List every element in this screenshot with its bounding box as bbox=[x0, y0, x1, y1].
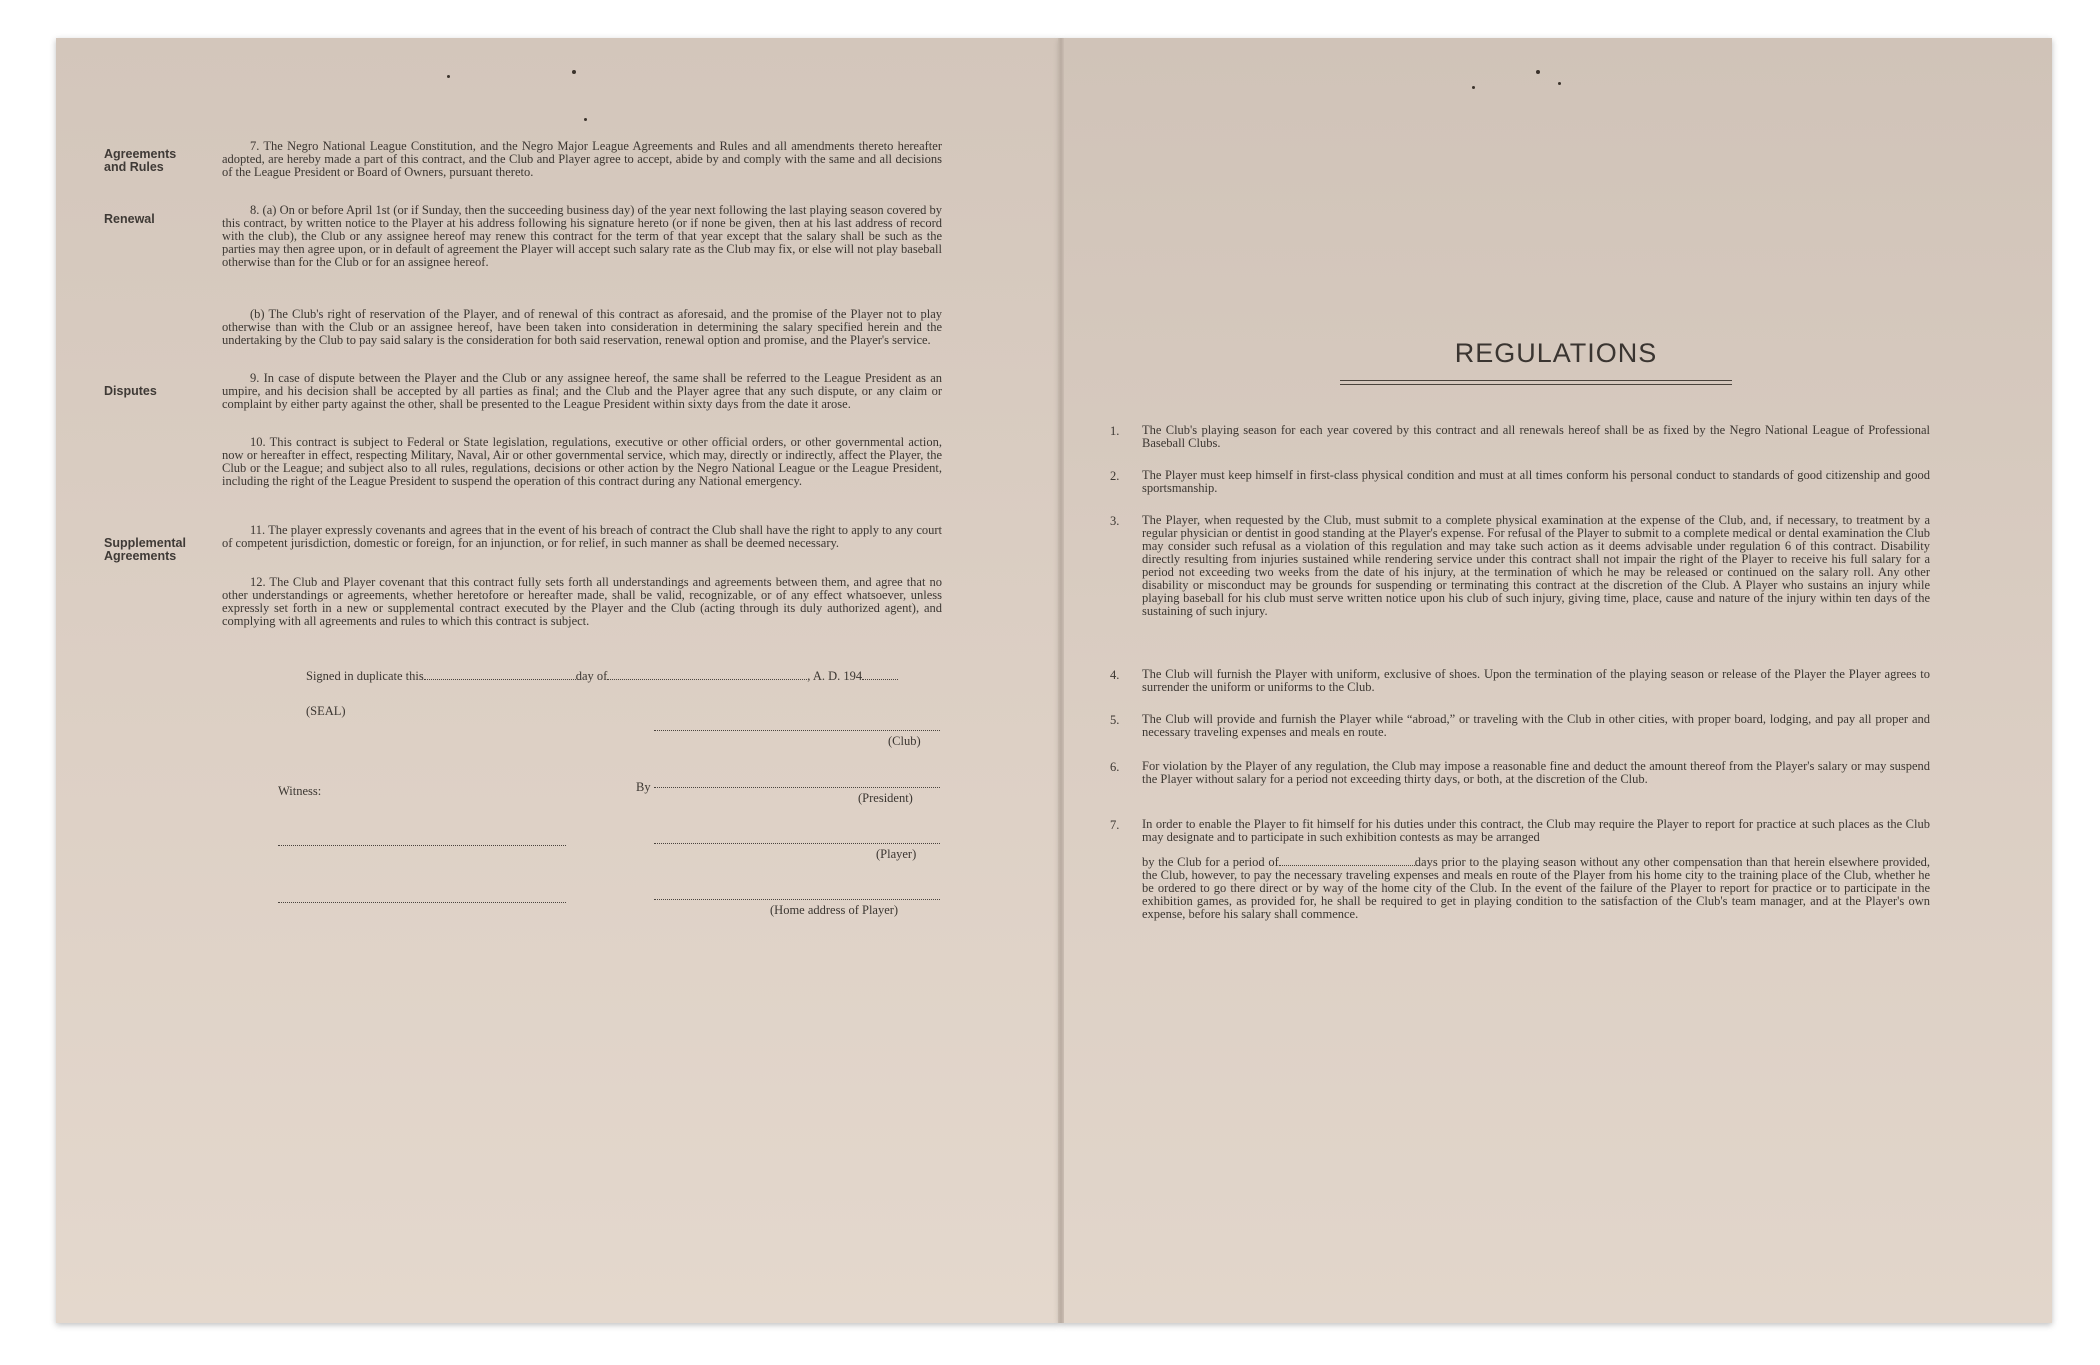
paper-speck bbox=[584, 118, 587, 121]
regulation-number: 5. bbox=[1110, 713, 1120, 727]
regulation-number: 6. bbox=[1110, 760, 1120, 774]
regulation-text: The Club's playing season for each year covered by this contract and all renewals hereof shall be as fixed by the Negro National League of Professional Baseball Clubs. bbox=[1142, 423, 1930, 450]
clause-8b: (b) The Club's right of reservation of the Player, and of renewal of this contract as aforesaid, and the promise of the Player not to play otherwise than with the Club or an assignee hereof, have been taken into consideration in determining the salary specified herein and the undertaking by the Club to pay said salary is the consideration for both said reservation, renewal option and promise, and the Player's service. bbox=[222, 307, 942, 347]
regulation-text: The Player, when requested by the Club, must submit to a complete physical examination at the expense of the Club, and, if necessary, to treatment by a regular physician or dentist in good standing at the Player's expense. For refusal of the Player to submit to a complete medical or dental examination the Club may consider such refusal as a violation of this regulation and may take such action as it deems advisable under regulation 6 of this contract. Disability directly resulting from injuries sustained while rendering service under this contract shall not impair the right of the Player to receive his full salary for a period not exceeding two weeks from the date of his injury, at the termination of which he may be released or continued on the salary roll. Any other disability or misconduct may be grounds for suspending or terminating this contract at the discretion of the Club. A Player who sustains an injury while playing baseball for his club must serve written notice upon his club of such injury, giving time, place, cause and nature of the injury within ten days of the sustaining of such injury. bbox=[1142, 513, 1930, 618]
regulations-title: REGULATIONS bbox=[1454, 338, 1658, 369]
ad-label: , A. D. 194 bbox=[807, 669, 863, 683]
year-blank[interactable] bbox=[862, 670, 898, 680]
regulation-number: 2. bbox=[1110, 469, 1120, 483]
regulation-7 bbox=[1110, 817, 1930, 844]
regulation-text: The Club will furnish the Player with uniform, exclusive of shoes. Upon the termination of the playing season or release of the Player the Player agrees to surrender the uniform or uniforms to the Club. bbox=[1142, 667, 1930, 694]
club-caption: (Club) bbox=[888, 734, 921, 748]
paper-speck bbox=[1472, 86, 1475, 89]
signed-prefix: Signed in duplicate this bbox=[306, 669, 424, 683]
witness-signature-line-2[interactable] bbox=[278, 902, 566, 903]
page-fold bbox=[1058, 38, 1064, 1323]
player-signature-line[interactable] bbox=[654, 843, 940, 844]
president-signature-line[interactable] bbox=[654, 787, 940, 788]
home-address-caption: (Home address of Player) bbox=[770, 903, 899, 917]
period-days-blank[interactable] bbox=[1279, 856, 1415, 866]
witness-signature-line-1[interactable] bbox=[278, 845, 566, 846]
regulation-4 bbox=[1110, 667, 1930, 694]
regulation-number: 4. bbox=[1110, 668, 1120, 682]
clause-12: 12. The Club and Player covenant that this contract fully sets forth all understandings and agreements between them, and agree that no other understandings or agreements, whether heretofore or hereafter made, shall be valid, recognizable, or of any effect whatsoever, unless expressly set forth in a new or supplemental contract executed by the Player and the Club (acting through its duly authorized agent), and complying with all agreements and rules to which this contract is subject. bbox=[222, 575, 942, 628]
regulation-text: For violation by the Player of any regulation, the Club may impose a reasonable fine and deduct the amount thereof from the Player's salary or may suspend the Player without salary for a period not exceeding thirty days, or both, at the discretion of the Club. bbox=[1142, 759, 1930, 786]
club-signature-line[interactable] bbox=[654, 730, 940, 731]
month-blank[interactable] bbox=[607, 670, 807, 680]
date-blank[interactable] bbox=[424, 670, 576, 680]
regulation-1 bbox=[1110, 423, 1930, 450]
regulation-number: 1. bbox=[1110, 424, 1120, 438]
regulation-6 bbox=[1110, 759, 1930, 786]
reg7-rest: days prior to the playing season without any other compensation than that herein elsewhere provided, the Club, however, to pay the necessary traveling expenses and meals en route of the Player from his home city to the training place of the Club, whether he be ordered to go there direct or by way of the home city of the Club. In the event of the failure of the Player to report for practice or to participate in the exhibition games, as provided for, he shall be required to get in playing condition to the satisfaction of the Club's team manager, and at the Player's own expense, before his salary shall commence. bbox=[1142, 855, 1930, 921]
staple-hole bbox=[1536, 70, 1540, 74]
clause-9: 9. In case of dispute between the Player and the Club or any assignee hereof, the same shall be referred to the League President as an umpire, and his decision shall be accepted by all parties as final; and the Club and the Player agree that any such dispute, or any claim or complaint by either party against the other, shall be presented to the League President within sixty days from the date it arose. bbox=[222, 371, 942, 411]
home-address-line[interactable] bbox=[654, 899, 940, 900]
regulation-text: The Club will provide and furnish the Player while “abroad,” or traveling with the Club in other cities, with proper board, lodging, and pay all proper and necessary traveling expenses and meals en route. bbox=[1142, 712, 1930, 739]
clause-7: 7. The Negro National League Constitution, and the Negro Major League Agreements and Rules and all amendments thereto hereafter adopted, are hereby made a part of this contract, and the Club and Player agree to accept, abide by and comply with the same and all decisions of the League President or Board of Owners, pursuant thereto. bbox=[222, 139, 942, 179]
clause-10: 10. This contract is subject to Federal or State legislation, regulations, executive or other official orders, or other governmental action, now or hereafter in effect, respecting Military, Naval, Air or other governmental service, which may, directly or indirectly, affect the Player, the Club or the League; and subject also to all rules, regulations, decisions or other action by the Negro National League or the League President, including the right of the League President to suspend the operation of this contract during any National emergency. bbox=[222, 435, 942, 488]
president-caption: (President) bbox=[858, 791, 913, 805]
regulation-text: In order to enable the Player to fit himself for his duties under this contract, the Club may require the Player to report for practice at such places as the Club may designate and to participate in such exhibition contests as may be arranged bbox=[1142, 817, 1930, 844]
regulation-2 bbox=[1110, 468, 1930, 495]
signed-in-duplicate-line bbox=[306, 669, 898, 684]
regulation-number: 7. bbox=[1110, 818, 1120, 832]
staple-hole bbox=[572, 70, 576, 74]
heading-renewal: Renewal bbox=[104, 212, 155, 226]
heading-supplemental-agreements: Supplemental Agreements bbox=[104, 536, 186, 563]
seal-label: (SEAL) bbox=[306, 704, 346, 718]
clause-11: 11. The player expressly covenants and agrees that in the event of his breach of contract the Club shall have the right to apply to any court of competent jurisdiction, domestic or foreign, for an injunction, or for relief, in such manner as shall be deemed necessary. bbox=[222, 523, 942, 550]
title-double-rule bbox=[1340, 380, 1732, 385]
regulation-number: 3. bbox=[1110, 514, 1120, 528]
by-label: By bbox=[636, 780, 651, 794]
regulation-3 bbox=[1110, 513, 1930, 618]
regulation-5 bbox=[1110, 712, 1930, 739]
day-of-label: day of bbox=[575, 669, 608, 683]
regulation-7-continued-text bbox=[1142, 856, 1930, 921]
clause-8a: 8. (a) On or before April 1st (or if Sunday, then the succeeding business day) of the year next following the last playing season covered by this contract, by written notice to the Player at his address following his signature hereto (or if none be given, then at his last address of record with the club), the Club or any assignee hereof may renew this contract for the term of that year except that the salary shall be such as the parties may then agree upon, or in default of agreement the Player will accept such salary rate as the Club may fix, or else will not play baseball otherwise than for the Club or for an assignee hereof. bbox=[222, 203, 942, 269]
player-caption: (Player) bbox=[876, 847, 917, 861]
heading-disputes: Disputes bbox=[104, 384, 157, 398]
paper-speck bbox=[447, 75, 450, 78]
reg7-prefix: by the Club for a period of bbox=[1142, 855, 1279, 869]
heading-agreements-rules: Agreements and Rules bbox=[104, 147, 177, 174]
paper-speck bbox=[1558, 82, 1561, 85]
witness-label: Witness: bbox=[278, 784, 322, 798]
regulation-7-continued bbox=[1142, 856, 1930, 921]
regulation-text: The Player must keep himself in first-class physical condition and must at all times conform his personal conduct to standards of good citizenship and good sportsmanship. bbox=[1142, 468, 1930, 495]
